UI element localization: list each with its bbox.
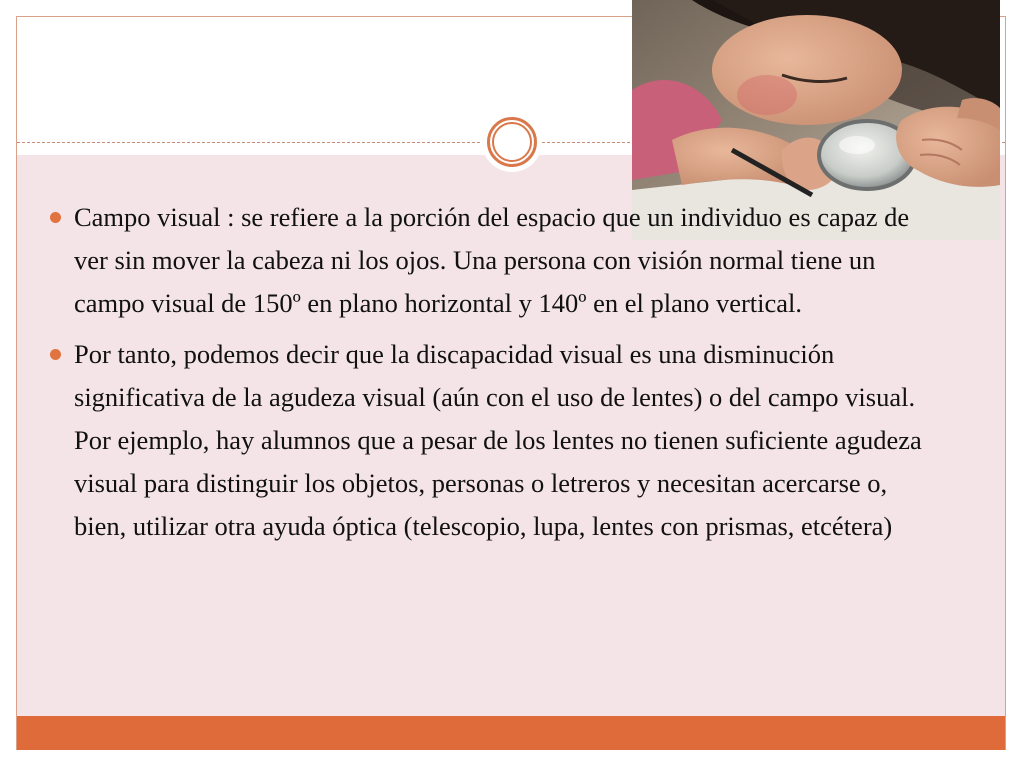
bullet-text: Campo visual : se refiere a la porción del espacio que un individuo es capaz de ver sin mover la cabeza ni los ojos. Una persona con visión normal tiene un campo visual de 150º en plano horizontal y 140º en el plano vertical. [74, 202, 910, 318]
bullet-list [50, 196, 930, 556]
bullet-item-campo-visual [50, 196, 930, 325]
bullet-item-discapacidad-visual [50, 333, 930, 548]
footer-bar [17, 716, 1005, 750]
ornament-inner-ring-icon [492, 122, 532, 162]
bullet-dot-icon [50, 349, 61, 360]
bullet-text: Por tanto, podemos decir que la discapacidad visual es una disminución significativa de la agudeza visual (aún con el uso de lentes) o del campo visual. Por ejemplo, hay alumnos que a pesar de los lentes no tienen suficiente agudeza visual para distinguir los objetos, personas o letreros y necesitan acercarse o, bien, utilizar otra ayuda óptica (telescopio, lupa, lentes con prismas, etcétera) [74, 339, 922, 541]
bullet-dot-icon [50, 212, 61, 223]
